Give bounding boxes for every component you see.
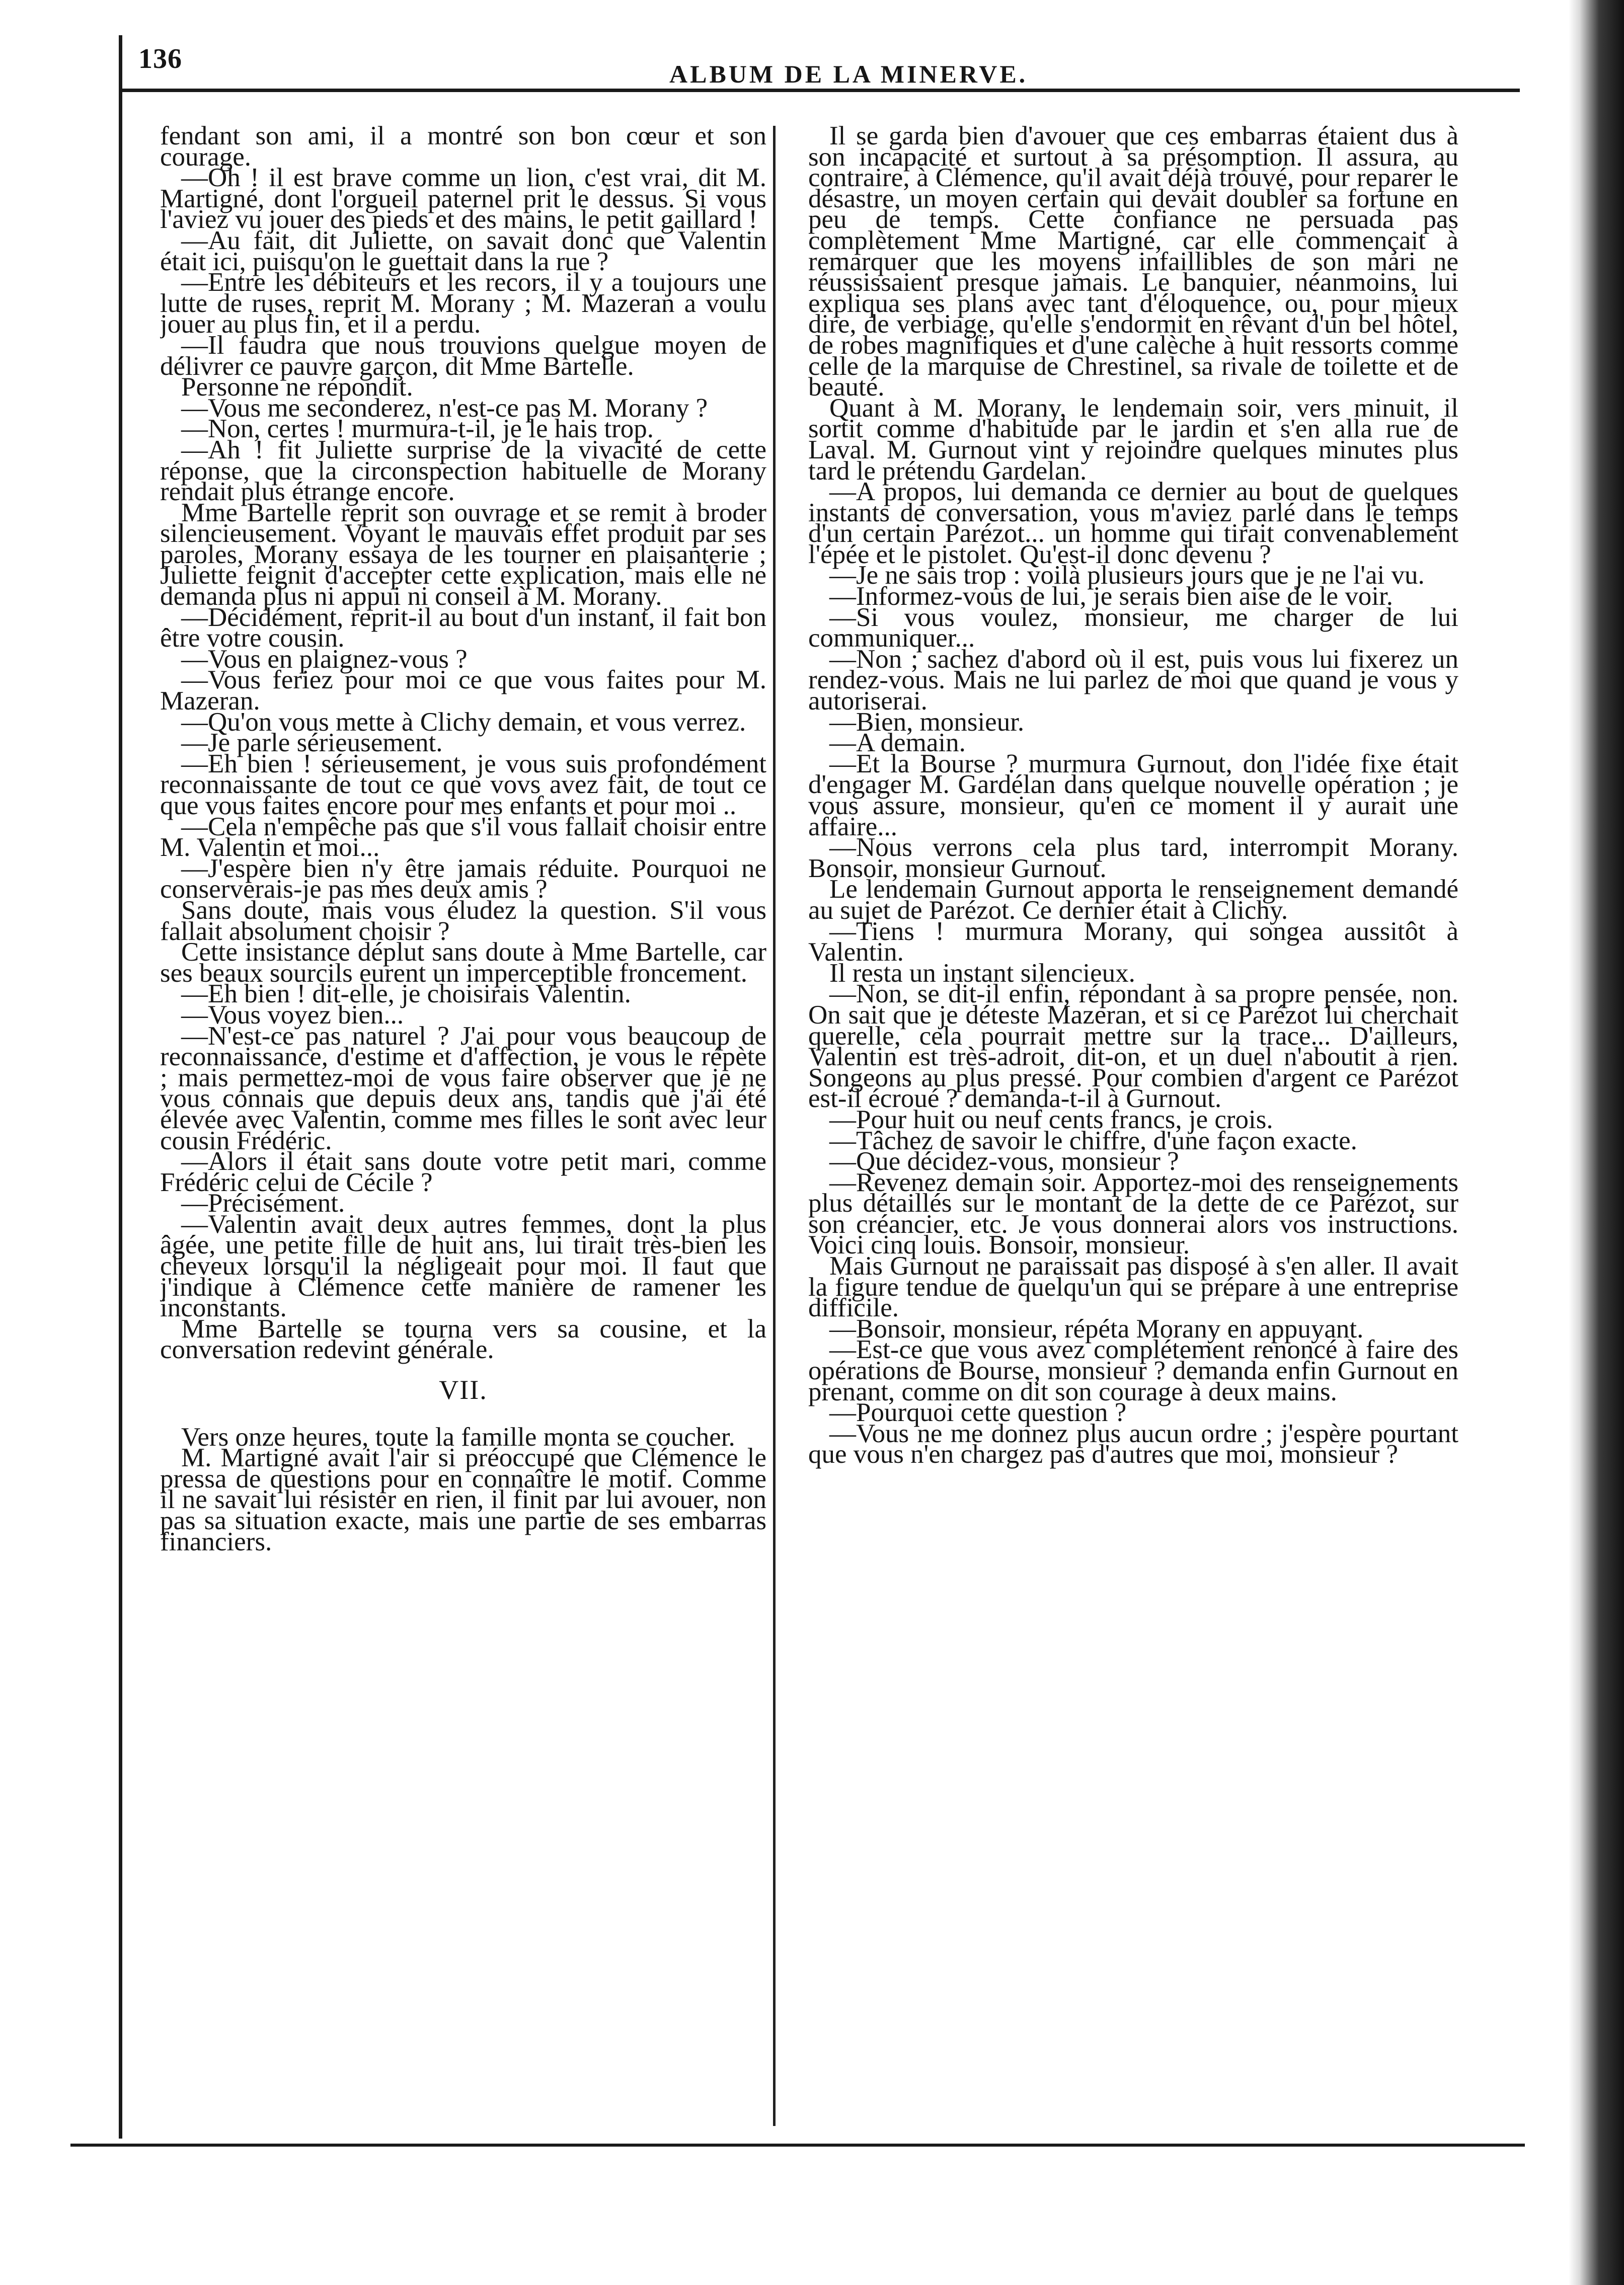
paragraph: —Je ne sais trop : voilà plusieurs jours que je ne l'ai vu. (829, 561, 1425, 590)
bottom-rule (70, 2144, 1525, 2147)
paragraph: M. Martigné avait l'air si préoccupé que Clémence le pressa de questions pour en connaître le motif. Comme il ne savait lui résister en rien, il finit par lui avouer, non pas sa situation exacte, mais une partie de ses embarras financiers. (160, 1443, 766, 1556)
paragraph: —Valentin avait deux autres femmes, dont la plus âgée, une petite fille de huit ans, lui tirait très-bien les cheveux lorsqu'il la négligeait pour moi. Il faut que j'indique à Clémence cette manière de ramener les inconstants. (160, 1209, 766, 1323)
paragraph: —Revenez demain soir. Apportez-moi des renseignements plus détaillés sur le montant de la dette de ce Parézot, sur son créancier, etc. Je vous donnerai alors vos instructions. Voici cinq louis. Bonsoir, monsieur. (808, 1167, 1458, 1260)
paragraph: —Informez-vous de lui, je serais bien aise de le voir. (829, 582, 1394, 611)
paragraph: Sans doute, mais vous éludez la question. S'il vous fallait absolument choisir ? (160, 895, 766, 946)
paragraph: —Je parle sérieusement. (181, 728, 443, 758)
paragraph: —A demain. (829, 728, 966, 758)
left-paragraphs-after (160, 1422, 766, 1556)
paragraph: —Précisément. (181, 1189, 345, 1218)
paragraph: —N'est-ce pas naturel ? J'ai pour vous beaucoup de reconnaissance, d'estime et d'affection, je vous le répète ; mais permettez-moi de vous faire observer que je ne vous connais que depuis deux ans, tandis que j'ai été élevée avec Valentin, comme mes filles le sont avec leur cousin Frédéric. (160, 1021, 766, 1155)
paragraph: —Bien, monsieur. (829, 707, 1025, 737)
paragraph: —Que décidez-vous, monsieur ? (829, 1147, 1179, 1176)
paragraph: —Qu'on vous mette à Clichy demain, et vous verrez. (181, 707, 746, 737)
paragraph: fendant son ami, il a montré son bon cœur et son courage. (160, 126, 766, 172)
paragraph: —Vous me seconderez, n'est-ce pas M. Morany ? (181, 393, 708, 423)
paragraph: —Décidément, reprit-il au bout d'un instant, il fait bon être votre cousin. (160, 602, 766, 653)
paragraph: —Entre les débiteurs et les recors, il y a toujours une lutte de ruses, reprit M. Morany ; M. Mazeran a voulu jouer au plus fin, et il a perdu. (160, 268, 766, 339)
paragraph: —Eh bien ! sérieusement, je vous suis profondément reconnaissante de tout ce que vovs avez fait, de tout ce que vous faites encore pour mes enfants et pour moi .. (160, 749, 766, 820)
section-heading: VII. (439, 1375, 488, 1405)
paragraph: —Alors il était sans doute votre petit mari, comme Frédéric celui de Cécile ? (160, 1147, 766, 1197)
paragraph: —Il faudra que nous trouvions quelgue moyen de délivrer ce pauvre garçon, dit Mme Bartelle. (160, 330, 766, 381)
paragraph: —Vous feriez pour moi ce que vous faites pour M. Mazeran. (160, 665, 766, 716)
paragraph: —Est-ce que vous avez complétement renoncé à faire des opérations de Bourse, monsieur ? demanda enfin Gurnout en prenant, comme on dit son courage à deux mains. (808, 1335, 1458, 1406)
paragraph: —J'espère bien n'y être jamais réduite. Pourquoi ne conserverais-je pas mes deux amis ? (160, 853, 766, 904)
paragraph: Cette insistance déplut sans doute à Mme Bartelle, car ses beaux sourcils eurent un imperceptible froncement. (160, 937, 766, 988)
paragraph: Le lendemain Gurnout apporta le renseignement demandé au sujet de Parézot. Ce dernier était à Clichy. (808, 875, 1458, 925)
paragraph: —Tâchez de savoir le chiffre, d'une façon exacte. (829, 1126, 1357, 1155)
paragraph: —Pourquoi cette question ? (829, 1398, 1127, 1428)
paragraph: —Au fait, dit Juliette, on savait donc que Valentin était ici, puisqu'on le guettait dans la rue ? (160, 225, 766, 276)
paragraph: —Nous verrons cela plus tard, interrompit Morany. Bonsoir, monsieur Gurnout. (808, 833, 1458, 883)
paragraph: —Eh bien ! dit-elle, je choisirais Valentin. (181, 979, 631, 1009)
paragraph: Quant à M. Morany, le lendemain soir, vers minuit, il sortit comme d'habitude par le jardin et s'en alla rue de Laval. M. Gurnout vint y rejoindre quelques minutes plus tard le prétendu Gardelan. (808, 393, 1458, 486)
paragraph: —Non, certes ! murmura-t-il, je le hais trop. (181, 414, 654, 444)
paragraph: —Vous en plaignez-vous ? (181, 644, 468, 674)
page-number: 136 (138, 43, 182, 74)
paragraph: —Vous voyez bien... (181, 1000, 404, 1030)
left-paragraphs (160, 126, 766, 1365)
left-column (160, 126, 766, 2139)
paragraph: Mme Bartelle se tourna vers sa cousine, et la conversation redevint générale. (160, 1314, 766, 1365)
paragraph: Il se garda bien d'avouer que ces embarras étaient dus à son incapacité et surtout à sa présomption. Il assura, au contraire, à Clémence, qu'il avait déjà trouvé, pour reparer le désastre, un moyen certain qui devait doubler sa fortune en peu de temps. Cette confiance ne persuada pas complètement Mme Martigné, car elle commençait à remarquer que les moyens infaillibles de son mari ne réussissaient presque jamais. Le banquier, néanmoins, lui expliqua ses plans avec tant d'éloquence, ou, pour mieux dire, de verbiage, qu'elle s'endormit en rêvant d'un bel hôtel, de robes magnifiques et d'une calèche à huit ressorts comme celle de la marquise de Chrestinel, sa rivale de toilette et de beauté. (808, 126, 1458, 402)
paragraph: —Oh ! il est brave comme un lion, c'est vrai, dit M. Martigné, dont l'orgueil paternel prit le dessus. Si vous l'aviez vu jouer des pieds et des mains, le petit gaillard ! (160, 163, 766, 234)
paragraph: Personne ne répondit. (181, 372, 413, 402)
paragraph: —Vous ne me donnez plus aucun ordre ; j'espère pourtant que vous n'en chargez pas d'autres que moi, monsieur ? (808, 1419, 1458, 1469)
paragraph: —Et la Bourse ? murmura Gurnout, don l'idée fixe était d'engager M. Gardélan dans quelque nouvelle opération ; je vous assure, monsieur, qu'en ce moment il y aurait une affaire... (808, 749, 1458, 841)
paragraph: Mme Bartelle reprit son ouvrage et se remit à broder silencieusement. Voyant le mauvais effet produit par ses paroles, Morany essaya de les tourner en plaisanterie ; Juliette feignit d'accepter cette explication, mais elle ne demanda plus ni appui ni conseil à M. Morany. (160, 498, 766, 611)
right-paragraphs (808, 126, 1458, 1469)
paragraph: Vers onze heures, toute la famille monta se coucher. (181, 1422, 735, 1452)
paragraph: —A propos, lui demanda ce dernier au bout de quelques instants de conversation, vous m'aviez parlé dans le temps d'un certain Parézot... un homme qui tirait convenablement l'épée et le pistolet. Qu'est-il donc devenu ? (808, 477, 1458, 569)
paragraph: —Bonsoir, monsieur, répéta Morany en appuyant. (829, 1314, 1364, 1344)
right-column (808, 126, 1458, 2139)
column-rule (773, 126, 776, 2126)
header-rule (121, 89, 1520, 92)
paragraph: —Pour huit ou neuf cents francs, je crois. (829, 1105, 1273, 1134)
paragraph: Mais Gurnout ne paraissait pas disposé à s'en aller. Il avait la figure tendue de quelqu'un qui se prépare à une entreprise difficile. (808, 1251, 1458, 1323)
paragraph: —Si vous voulez, monsieur, me charger de lui communiquer... (808, 602, 1458, 653)
paragraph: —Ah ! fit Juliette surprise de la vivacité de cette réponse, que la circonspection habituelle de Morany rendait plus étrange encore. (160, 435, 766, 507)
paragraph: —Non ; sachez d'abord où il est, puis vous lui fixerez un rendez-vous. Mais ne lui parlez de moi que quand je vous y autoriserai. (808, 644, 1458, 716)
paragraph: —Tiens ! murmura Morany, qui songea aussitôt à Valentin. (808, 916, 1458, 967)
binding-edge (1569, 0, 1624, 2285)
paragraph: —Cela n'empêche pas que s'il vous fallait choisir entre M. Valentin et moi... (160, 812, 766, 862)
paragraph: Il resta un instant silencieux. (829, 958, 1135, 988)
paragraph: —Non, se dit-il enfin, répondant à sa propre pensée, non. On sait que je déteste Mazeran, et si ce Parézot lui cherchait querelle, cela pourrait mettre sur la trace... D'ailleurs, Valentin est très-adroit, dit-on, et un duel n'aboutit à rien. Songeons au plus pressé. Pour combien d'argent ce Parézot est-il écroué ? demanda-t-il à Gurnout. (808, 979, 1458, 1114)
running-title: ALBUM DE LA MINERVE. (669, 60, 1028, 88)
